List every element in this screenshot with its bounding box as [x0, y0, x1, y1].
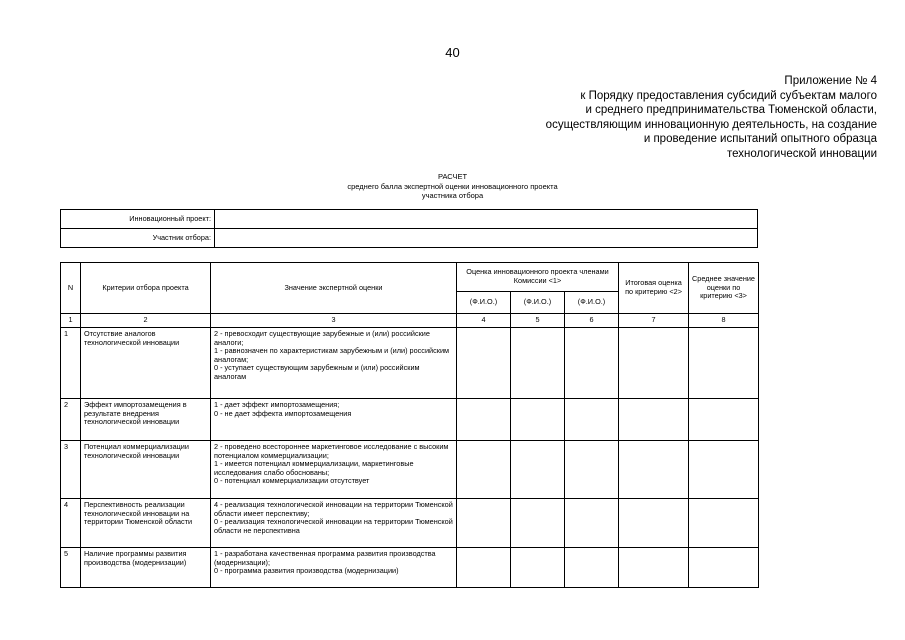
appendix-line: и проведение испытаний опытного образца — [643, 133, 877, 146]
column-number: 2 — [81, 314, 211, 328]
header-commission: Оценка инновационного проекта членами Комиссии <1> — [457, 263, 619, 292]
participant-label: Участник отбора: — [61, 229, 215, 248]
column-number: 7 — [619, 314, 689, 328]
score-cell[interactable] — [511, 548, 565, 588]
score-cell[interactable] — [457, 328, 511, 399]
header-value: Значение экспертной оценки — [211, 263, 457, 314]
score-cell[interactable] — [565, 399, 619, 441]
header-total: Итоговая оценка по критерию <2> — [619, 263, 689, 314]
total-cell[interactable] — [619, 399, 689, 441]
appendix-line: осуществляющим инновационную деятельность, на создание — [545, 118, 877, 131]
average-cell[interactable] — [689, 441, 759, 499]
row-criterion: Наличие программы развития производства (модернизации) — [81, 548, 211, 588]
row-number: 3 — [61, 441, 81, 499]
score-cell[interactable] — [565, 441, 619, 499]
column-number: 8 — [689, 314, 759, 328]
score-cell[interactable] — [457, 399, 511, 441]
participant-value-field[interactable] — [215, 229, 758, 248]
document-title — [0, 172, 905, 201]
column-number: 1 — [61, 314, 81, 328]
title-line: РАСЧЕТ — [437, 172, 468, 181]
title-line: участника отбора — [421, 191, 484, 200]
score-cell[interactable] — [457, 441, 511, 499]
score-cell[interactable] — [511, 441, 565, 499]
column-number: 5 — [511, 314, 565, 328]
row-criterion: Перспективность реализации технологической инновации на территории Тюменской области — [81, 499, 211, 548]
header-fio: (Ф.И.О.) — [457, 292, 511, 314]
row-number: 4 — [61, 499, 81, 548]
assessment-table — [60, 262, 759, 588]
participant-row — [61, 229, 758, 248]
column-number: 4 — [457, 314, 511, 328]
row-scores: 2 - проведено всестороннее маркетинговое исследование с высоким потенциалом коммерциализации; 1 - имеется потенциал коммерциализации, маркетинговые исследования слабо обоснованы; 0 - потенциал коммерциализации отсутствует — [211, 441, 457, 499]
row-number: 2 — [61, 399, 81, 441]
header-average: Среднее значение оценки по критерию <3> — [689, 263, 759, 314]
project-row — [61, 210, 758, 229]
row-number: 1 — [61, 328, 81, 399]
project-label: Инновационный проект: — [61, 210, 215, 229]
header-row — [61, 263, 759, 292]
page-number: 40 — [445, 45, 460, 60]
score-cell[interactable] — [565, 328, 619, 399]
appendix-line: к Порядку предоставления субсидий субъектам малого — [580, 89, 877, 102]
appendix-line: и среднего предпринимательства Тюменской области, — [585, 104, 877, 117]
header-fio: (Ф.И.О.) — [511, 292, 565, 314]
score-cell[interactable] — [457, 548, 511, 588]
total-cell[interactable] — [619, 499, 689, 548]
title-line: среднего балла экспертной оценки инновационного проекта — [347, 181, 558, 191]
score-cell[interactable] — [457, 499, 511, 548]
score-cell[interactable] — [511, 328, 565, 399]
row-scores: 4 - реализация технологической инновации на территории Тюменской области имеет перспективу; 0 - реализация технологической инновации на территории Тюменской области не перспективна — [211, 499, 457, 548]
row-scores: 2 - превосходит существующие зарубежные и (или) российские аналоги; 1 - равнозначен по характеристикам зарубежным и (или) российским аналогам; 0 - уступает существующим зарубежным и (или) российским аналогам — [211, 328, 457, 399]
appendix-line: Приложение № 4 — [784, 75, 877, 87]
header-fio: (Ф.И.О.) — [565, 292, 619, 314]
row-criterion: Отсутствие аналогов технологической инновации — [81, 328, 211, 399]
score-cell[interactable] — [511, 499, 565, 548]
total-cell[interactable] — [619, 548, 689, 588]
table-row — [61, 328, 759, 399]
appendix-header — [457, 74, 877, 162]
project-value-field[interactable] — [215, 210, 758, 229]
row-scores: 1 - разработана качественная программа развития производства (модернизации); 0 - программа развития производства (модернизации) — [211, 548, 457, 588]
row-criterion: Потенциал коммерциализации технологической инновации — [81, 441, 211, 499]
table-row — [61, 441, 759, 499]
table-row — [61, 499, 759, 548]
row-criterion: Эффект импортозамещения в результате внедрения технологической инновации — [81, 399, 211, 441]
header-criteria: Критерии отбора проекта — [81, 263, 211, 314]
row-number: 5 — [61, 548, 81, 588]
average-cell[interactable] — [689, 399, 759, 441]
average-cell[interactable] — [689, 548, 759, 588]
column-number-row — [61, 314, 759, 328]
score-cell[interactable] — [565, 499, 619, 548]
info-table — [60, 209, 758, 248]
table-row — [61, 399, 759, 441]
appendix-line: технологической инновации — [726, 147, 877, 160]
table-row — [61, 548, 759, 588]
score-cell[interactable] — [511, 399, 565, 441]
average-cell[interactable] — [689, 499, 759, 548]
average-cell[interactable] — [689, 328, 759, 399]
score-cell[interactable] — [565, 548, 619, 588]
row-scores: 1 - дает эффект импортозамещения; 0 - не дает эффекта импортозамещения — [211, 399, 457, 441]
total-cell[interactable] — [619, 328, 689, 399]
column-number: 6 — [565, 314, 619, 328]
column-number: 3 — [211, 314, 457, 328]
header-n: N — [61, 263, 81, 314]
total-cell[interactable] — [619, 441, 689, 499]
